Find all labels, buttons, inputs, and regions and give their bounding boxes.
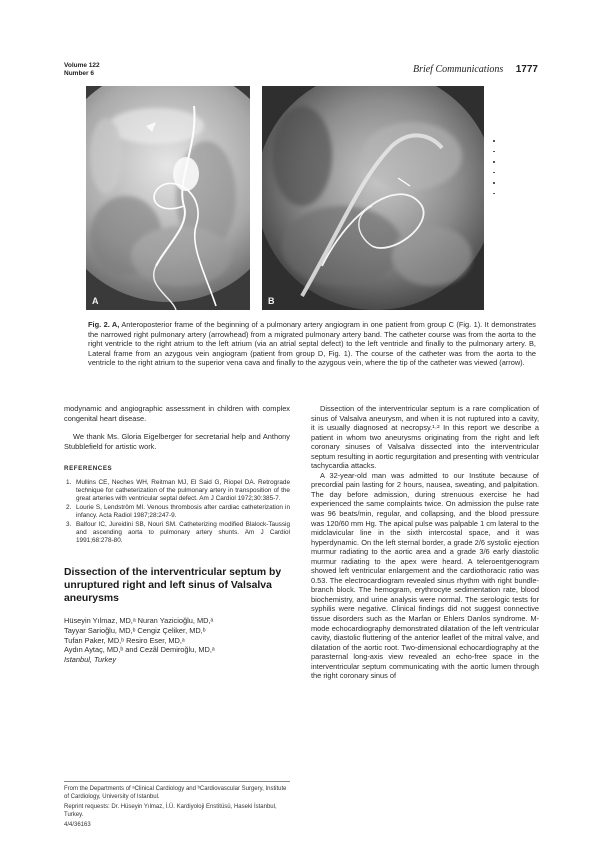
footnote-reprints: Reprint requests: Dr. Hüseyin Yılmaz, İ.Ü. Kardiyoloji Enstitüsü, Haseki İstanbul, Turkey. [64, 804, 277, 818]
reference-list [64, 479, 290, 546]
right-column [311, 404, 539, 681]
author-line: Hüseyin Yılmaz, MD,ᵃ Nuran Yazicioğlu, MD,ᵃ [64, 616, 214, 626]
reference-item: 3. Balfour IC, Jureidini SB, Nouri SM. Catheterizing modified Blalock-Taussig and ascending aorta to pulmonary artery shunts. Am J Cardiol 1991;68:278-80. [66, 521, 290, 545]
author-line: Tayyar Sarioğlu, MD,ᵇ Cengiz Çeliker, MD,ᵇ [64, 626, 206, 636]
reference-item: 1. Mullins CE, Neches WH, Reitman MJ, El Said G, Riopel DA. Retrograde technique for catheterization of the pulmonary artery in transposition of the great arteries with ventricular septal defect. Am J Cardiol 1972;30:385-7. [66, 478, 290, 502]
previous-article-end: modynamic and angiographic assessment in children with complex congenital heart disease. [64, 404, 290, 423]
figure-caption [88, 320, 536, 368]
footnotes [64, 781, 290, 833]
author-line: Tufan Paker, MD,ᵇ Resiro Eser, MD,ᵃ [64, 635, 185, 645]
angiogram-panel-b [262, 86, 484, 310]
acknowledgment: We thank Ms. Gloria Eigelberger for secretarial help and Anthony Stubblefield for artistic work. [64, 432, 290, 451]
page-number: 1777 [515, 64, 538, 75]
body-paragraph-1: Dissection of the interventricular septum is a rare complication of sinus of Valsalva aneurysm, and when it is not ruptured into a cavity, it is usually diagnosed at necropsy.¹·² In this report we describe a patient in whom two aneurysms originating from the right and left coronary sinuses of Valsalva dissected into the interventricular septum resulting in aortic regurgitation and presenting with ventricular tachycardia attacks. [311, 404, 539, 471]
body-paragraph-2: A 32-year-old man was admitted to our Institute because of precordial pain lasting for 2 hours, nausea, sweating, and palpitation. The day before admission, during strenuous exercise he had experienced the same complaints twice. On admission the pulse rate was 96 beats/min, regular, and collapsing, and the blood pressure was 120/60 mm Hg. The apical pulse was palpable 1 cm lateral to the midclavicular line in the sixth intercostal space, and it was hyperdynamic. On the left sternal border, a grade 2/6 systolic ejection murmur radiating to the aortic area and a grade 3/6 early diastolic murmur radiating to the apex were heard. A teleroentgenogram showed left ventricular enlargement and the cardiothoracic ratio was 0.53. The electrocardiogram revealed sinus rhythm with right bundle-branch block. The hemogram, erythrocyte sedimentation rate, blood biochemistry, and urine analysis were normal. The serologic tests for syphilis were negative. Clinical findings did not suggest connective tissue disorders such as the Marfan or Ehlers Danlos syndrome. M-mode echocardiography demonstrated dilatation of the left ventricular cavity, diastolic fluttering of the anterior leaflet of the mitral valve, and dilatation of the aortic root. Two-dimensional echocardiography at the parasternal long-axis view revealed an echo-free space in the interventricular septum communicating with the aortic lumen through the right coronary sinus of [311, 470, 539, 681]
section-name: Brief Communications [412, 64, 504, 75]
author-list [64, 616, 290, 664]
running-header [300, 64, 538, 75]
author-line: Aydın Aytaç, MD,ᵇ and Cezâl Demiroğlu, MD,ᵃ [64, 645, 215, 655]
caption-text: Anteroposterior frame of the beginning of a pulmonary artery angiogram in one patient from group C (Fig. 1). It demonstrates the narrowed right pulmonary artery (arrowhead) from a migrated pulmonary artery band. The catheter course was from the aorta to the right ventricle to the right atrium to the left atrium (via an atrial septal defect) to the left ventricle and finally to the pulmonary artery. B, Lateral frame from an azygous vein angiogram (patient from group D, Fig. 1). The course of the catheter was from the aorta to the ventricle to the right atrium to the superior vena cava and finally to the azygous vein, where the tip of the catheter was viewed (arrow). [88, 320, 536, 367]
footnote-departments: From the Departments of ᵃClinical Cardiology and ᵇCardiovascular Surgery, Institute of Cardiology, University of Istanbul. [64, 786, 287, 800]
panel-label-a: A [92, 296, 99, 306]
issue-number: Number 6 [64, 70, 94, 77]
footnote-code: 4/4/36163 [64, 822, 91, 829]
angiogram-b-image [262, 86, 484, 310]
volume-info [64, 62, 100, 78]
angiogram-a-image [86, 86, 250, 310]
references-heading: REFERENCES [64, 465, 113, 473]
article-title: Dissection of the interventricular septum by unruptured right and left sinus of Valsalva aneurysms [64, 567, 282, 605]
angiogram-panel-a [86, 86, 250, 310]
margin-marks [491, 140, 497, 220]
left-column [64, 404, 290, 664]
panel-label-b: B [268, 296, 275, 306]
volume-number: Volume 122 [64, 62, 100, 69]
author-affiliation: Istanbul, Turkey [64, 654, 117, 664]
reference-item: 2. Lourie S, Lendström MI. Venous thrombosis after cardiac catheterization in infancy. Acta Radiol 1987;28:247-9. [66, 504, 290, 520]
caption-label: Fig. 2. A, [88, 320, 120, 329]
